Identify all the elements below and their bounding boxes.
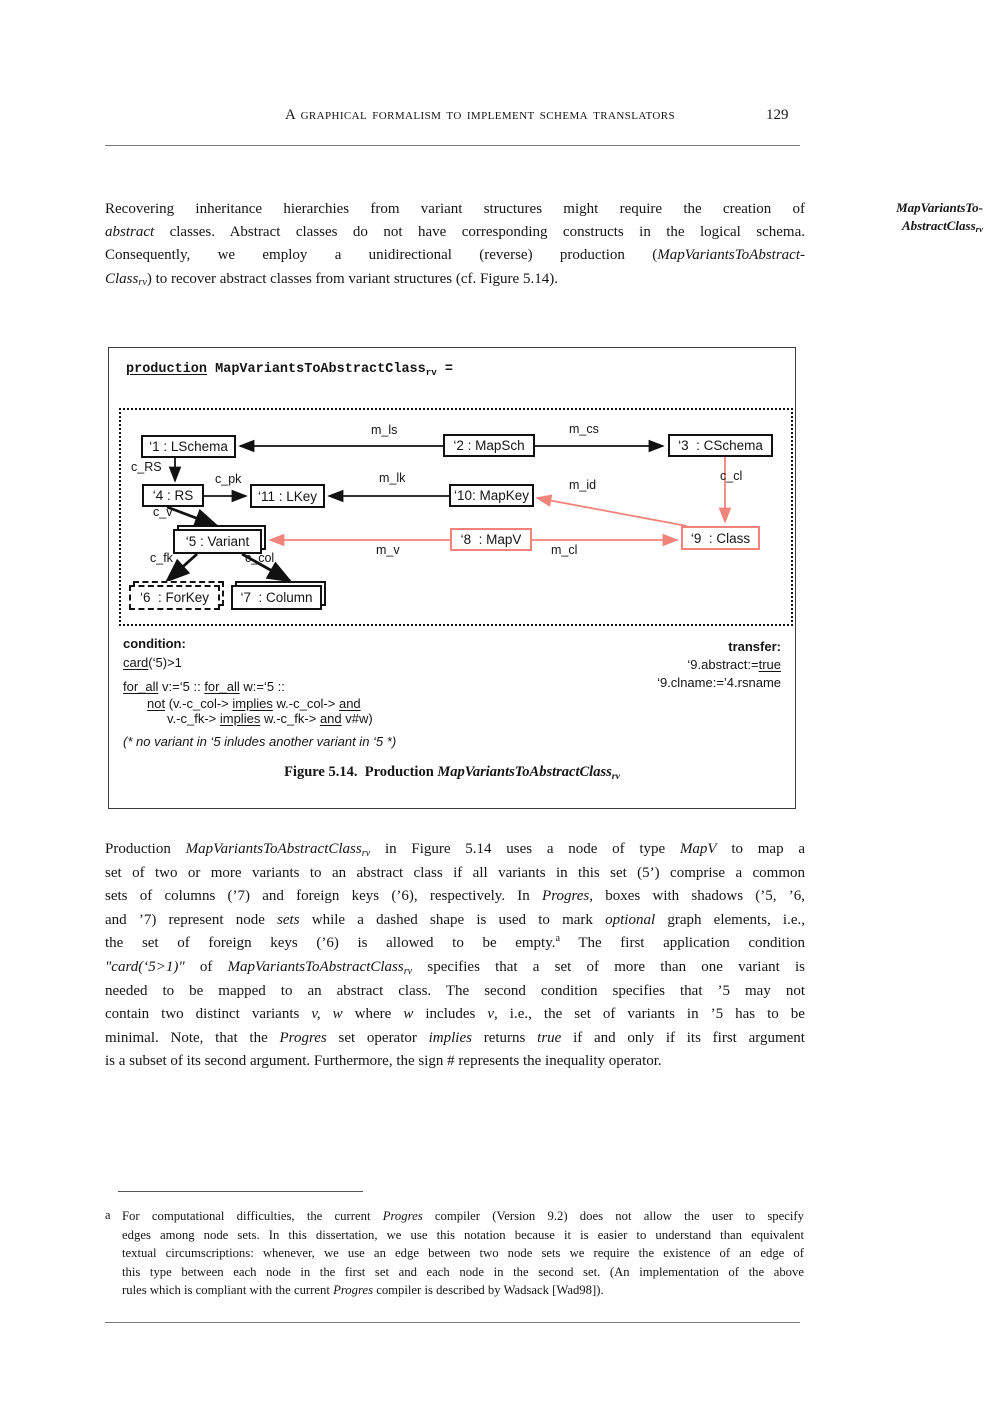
text-segment: ‘9.clname:=’4.rsname: [657, 675, 781, 690]
text-segment: implies: [428, 1029, 472, 1046]
edge-label-m_cl: m_cl: [551, 543, 578, 557]
text-line: [105, 268, 805, 292]
node-column: [231, 585, 322, 610]
node-variant-label: ‘5 : Variant: [173, 529, 262, 554]
text-segment: MapVariantsTo-: [896, 200, 983, 215]
text-segment: if and only if its first argument: [561, 1029, 805, 1046]
text-segment: rv: [138, 277, 147, 289]
node-forkey: [129, 585, 220, 610]
margin-note-line-1: [843, 199, 983, 217]
text-segment: ‘9.abstract:=: [687, 657, 759, 672]
text-segment: abstract: [105, 224, 155, 241]
node-forkey-label: ‘6 : ForKey: [129, 585, 220, 610]
transfer-line-1: [657, 656, 781, 674]
edge-label-c_fk: c_fk: [150, 551, 173, 565]
text-segment: implies: [219, 711, 261, 726]
text-segment: Consequently, we employ a unidirectional (reverse) production (: [105, 247, 658, 264]
text-segment: rv: [425, 366, 437, 378]
text-segment: MapVariantsToAbstractClass: [207, 362, 426, 377]
figure-caption: [109, 764, 795, 781]
text-segment: in Figure 5.14 uses a node of type: [370, 841, 680, 857]
text-segment: Production: [357, 764, 438, 780]
text-segment: includes: [413, 1006, 488, 1023]
text-segment: MapVariantsToAbstractClass: [185, 841, 362, 857]
text-segment: contain two distinct variants: [105, 1006, 312, 1023]
text-segment: w.-c_col->: [272, 696, 339, 711]
node-class: ‘9 : Class: [681, 526, 760, 550]
condition-line-not: [147, 696, 396, 711]
text-segment: MapVariantsToAbstract-: [657, 247, 805, 264]
text-segment: true: [537, 1029, 562, 1046]
text-segment: For computational difficulties, the current: [122, 1209, 383, 1223]
node-lkey: ‘11 : LKey: [250, 484, 325, 508]
text-segment: Figure 5.14.: [284, 764, 358, 780]
edge-label-m_v: m_v: [376, 543, 400, 557]
footnote-text: [122, 1207, 804, 1300]
text-segment: and ’7) represent node: [105, 911, 278, 928]
text-segment: minimal. Note, that the: [105, 1029, 280, 1046]
node-mapkey: ‘10: MapKey: [449, 484, 534, 507]
text-segment: v: [487, 1006, 495, 1023]
text-segment: needed to be mapped to an abstract class. The second condition specifies that ’5 may not: [105, 983, 805, 1000]
text-segment: set of two or more variants to an abstract class if all variants in this set (5’) comprise a common: [105, 865, 805, 882]
production-header: [126, 362, 453, 377]
text-segment: Progres: [542, 888, 590, 905]
edge-m_id: [537, 498, 687, 526]
text-segment: while a dashed shape is used to mark: [299, 911, 606, 928]
text-segment: set operator: [326, 1029, 429, 1046]
text-segment: compiler is described by Wadsack [Wad98]).: [373, 1283, 604, 1298]
text-segment: w.-c_fk->: [260, 711, 320, 726]
text-segment: w: [403, 1006, 414, 1023]
text-segment: , i.e., the set of variants in ’5 has to be: [494, 1006, 805, 1023]
text-segment: w:=‘5 ::: [239, 679, 285, 694]
text-line: [122, 1244, 804, 1263]
text-segment: MapV: [679, 841, 717, 857]
text-segment: rv: [361, 847, 371, 859]
text-segment: this type between each node in the first set and each node in the second set. (An implementation of the above: [122, 1264, 804, 1279]
edge-c_v: [167, 507, 217, 526]
condition-line-card: [123, 653, 396, 672]
edge-label-m_ls: m_ls: [371, 423, 398, 437]
condition-title: [123, 634, 396, 653]
text-line: [105, 1027, 805, 1050]
footnote-marker: a: [105, 1208, 111, 1222]
text-line: [105, 1003, 805, 1026]
text-segment: condition:: [123, 636, 186, 651]
text-segment: is a subset of its second argument. Furthermore, the sign # represents the inequality operator.: [105, 1052, 662, 1069]
node-column-label: ‘7 : Column: [231, 585, 322, 610]
node-rs: ‘4 : RS: [142, 484, 204, 507]
node-lschema: ‘1 : LSchema: [141, 435, 236, 458]
text-segment: =: [436, 362, 453, 377]
text-line: [105, 956, 805, 980]
text-segment: implies: [232, 696, 273, 711]
text-segment: compiler (Version 9.2) does not allow the user to specify: [422, 1209, 804, 1223]
text-segment: specifies that a set of more than one variant is: [412, 959, 805, 976]
edge-label-c_col: c_col: [245, 551, 275, 565]
bottom-rule: [105, 1322, 800, 1323]
text-line: [122, 1281, 804, 1300]
text-segment: rv: [611, 770, 620, 782]
running-head: A graphical formalism to implement schema translators: [285, 107, 675, 123]
paragraph-1: [105, 198, 805, 292]
text-line: [122, 1207, 804, 1226]
text-segment: to map a: [716, 841, 805, 857]
text-line: [105, 885, 805, 908]
text-segment: not: [147, 696, 166, 711]
text-segment: classes. Abstract classes do not have corresponding constructs in the logical schema.: [154, 224, 805, 241]
text-segment: rules which is compliant with the current: [122, 1283, 334, 1298]
text-segment: Class: [105, 270, 139, 287]
text-line: [105, 932, 805, 956]
text-segment: ) to recover abstract classes from variant structures (cf. Figure 5.14).: [146, 270, 558, 287]
node-cschema: ‘3 : CSchema: [668, 434, 773, 457]
text-segment: of: [184, 959, 228, 976]
transfer-line-2: [657, 674, 781, 692]
text-segment: textual circumscriptions: whenever, we use an edge between two node sets we require the existence of an edge of: [122, 1246, 804, 1261]
text-segment: optional: [605, 911, 656, 928]
edge-label-m_id: m_id: [569, 478, 597, 492]
condition-line-forall: [123, 677, 396, 696]
text-line: [105, 980, 805, 1003]
text-segment: rv: [975, 224, 983, 235]
text-line: [105, 862, 805, 885]
text-line: [122, 1226, 804, 1245]
text-segment: graph elements, i.e.,: [655, 911, 806, 928]
edge-label-m_cs: m_cs: [569, 422, 599, 436]
text-segment: true: [758, 657, 781, 672]
edge-label-c_pk: c_pk: [215, 472, 242, 486]
text-segment: , boxes with shadows (’5, ’6,: [589, 888, 805, 905]
text-segment: MapVariantsToAbstractClass: [227, 959, 404, 976]
text-segment: Production: [105, 841, 186, 857]
diagram-canvas: [119, 408, 793, 626]
text-segment: v#w): [341, 711, 373, 726]
header-rule: [105, 145, 800, 146]
text-segment: rv: [403, 965, 413, 977]
edge-label-c_RS: c_RS: [131, 460, 162, 474]
text-segment: (‘5)>1: [148, 655, 182, 670]
paragraph-2: [105, 838, 805, 1073]
text-segment: returns: [471, 1029, 538, 1046]
text-line: [105, 909, 805, 932]
text-line: [105, 838, 805, 862]
text-segment: a: [555, 933, 561, 945]
text-line: [105, 221, 805, 244]
text-segment: sets of columns (’7) and foreign keys (’6), respectively. In: [105, 888, 543, 905]
text-segment: production: [126, 362, 208, 377]
text-line: [122, 1263, 804, 1282]
text-segment: the set of foreign keys (’6) is allowed to be empty.: [105, 934, 556, 951]
text-segment: Progres: [279, 1029, 327, 1046]
text-segment: for_all: [123, 679, 159, 694]
text-segment: Progres: [382, 1209, 423, 1223]
text-segment: Progres: [333, 1283, 374, 1298]
margin-note-line-2: [843, 217, 983, 236]
text-segment: and: [319, 711, 342, 726]
text-segment: MapVariantsToAbstractClass: [437, 764, 612, 780]
condition-line-fk: [167, 711, 396, 726]
transfer-block: [657, 638, 781, 692]
text-line: [105, 1050, 805, 1073]
edge-label-m_lk: m_lk: [379, 471, 406, 485]
text-segment: sets: [277, 911, 300, 928]
text-segment: The first application condition: [560, 934, 805, 951]
condition-block: [123, 634, 396, 751]
text-segment: and: [338, 696, 361, 711]
page-number: 129: [766, 107, 789, 123]
edge-label-c_v: c_v: [153, 505, 173, 519]
edge-label-c_cl: c_cl: [720, 469, 743, 483]
text-segment: (v.-c_col->: [165, 696, 233, 711]
text-line: [105, 244, 805, 267]
footnote-rule: [118, 1191, 363, 1192]
condition-comment: [123, 732, 396, 751]
text-segment: where: [342, 1006, 404, 1023]
text-line: [105, 198, 805, 221]
node-mapv: ‘8 : MapV: [450, 528, 532, 551]
text-segment: v.-c_fk->: [167, 711, 220, 726]
margin-note: [843, 199, 983, 236]
node-mapsch: ‘2 : MapSch: [443, 434, 535, 457]
text-segment: AbstractClass: [901, 218, 976, 233]
text-segment: Recovering inheritance hierarchies from variant structures might require the creation of: [105, 201, 805, 217]
text-segment: transfer:: [728, 639, 781, 654]
text-segment: v, w: [311, 1006, 343, 1023]
transfer-title: [657, 638, 781, 656]
text-segment: edges among node sets. In this dissertation, we use this notation because it is easier to understand than equivalent: [122, 1227, 804, 1242]
text-segment: for_all: [204, 679, 240, 694]
figure-box: [108, 347, 796, 809]
text-segment: v:=‘5 ::: [158, 679, 205, 694]
text-segment: card: [123, 655, 149, 670]
text-segment: (* no variant in ‘5 inludes another variant in ‘5 *): [123, 734, 397, 749]
text-segment: "card(‘5>1)": [105, 959, 185, 976]
